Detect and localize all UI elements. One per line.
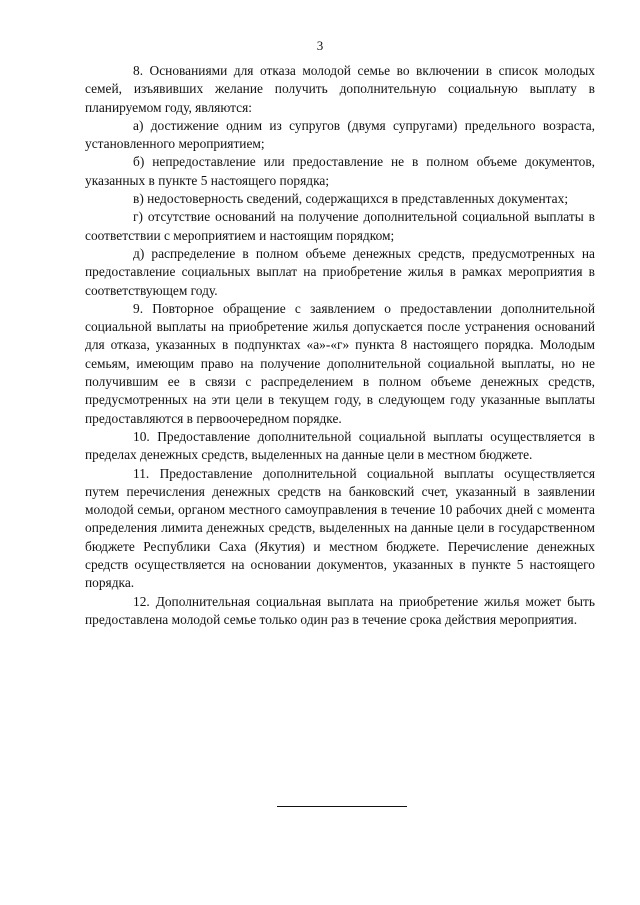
paragraph-10: 10. Предоставление дополнительной социальной выплаты осуществляется в пределах денежных средств, выделенных на данные цели в местном бюджете. <box>85 428 595 463</box>
paragraph-8a: а) достижение одним из супругов (двумя супругами) предельного возраста, установленного мероприятием; <box>85 117 595 152</box>
document-body <box>85 62 595 629</box>
paragraph-8e: д) распределение в полном объеме денежных средств, предусмотренных на предоставление социальных выплат на приобретение жилья в рамках мероприятия в соответствующем году. <box>85 245 595 298</box>
paragraph-8c: в) недостоверность сведений, содержащихся в представленных документах; <box>133 191 569 207</box>
paragraph-8d: г) отсутствие оснований на получение дополнительной социальной выплаты в соответствии с мероприятием и настоящим порядком; <box>85 209 595 243</box>
paragraph-8: 8. Основаниями для отказа молодой семье во включении в список молодых семей, изъявивших желание получить дополнительную социальную выплату в планируемом году, являются: <box>85 63 595 115</box>
page-number: 3 <box>316 38 324 53</box>
paragraph-9: 9. Повторное обращение с заявлением о предоставлении дополнительной социальной выплаты на приобретение жилья допускается после устранения оснований для отказа, указанных в подпунктах «а»-«г» пункта 8 настоящего порядка. Молодым семьям, имеющим право на получение дополнительной социальной выплаты, но не получившим ее в связи с распределением в полном объеме денежных средств, предусмотренных на эти цели в текущем году, в следующем году указанные выплаты предоставляются в первоочередном порядке. <box>85 300 595 426</box>
paragraph-8b: б) непредоставление или предоставление не в полном объеме документов, указанных в пункте 5 настоящего порядка; <box>85 154 595 188</box>
end-of-document-rule <box>277 806 407 807</box>
paragraph-11: 11. Предоставление дополнительной социальной выплаты осуществляется путем перечисления денежных средств на банковский счет, указанный в заявлении молодой семьи, органом местного самоуправления в течение 10 рабочих дней с момента определения лимита денежных средств, выделенных на данные цели в государственном бюджете Республики Саха (Якутия) и местном бюджете. Перечисление денежных средств осуществляется на основании документов, указанных в пункте 5 настоящего порядка. <box>85 465 595 591</box>
paragraph-12: 12. Дополнительная социальная выплата на приобретение жилья может быть предоставлена молодой семье только один раз в течение срока действия мероприятия. <box>85 593 595 627</box>
